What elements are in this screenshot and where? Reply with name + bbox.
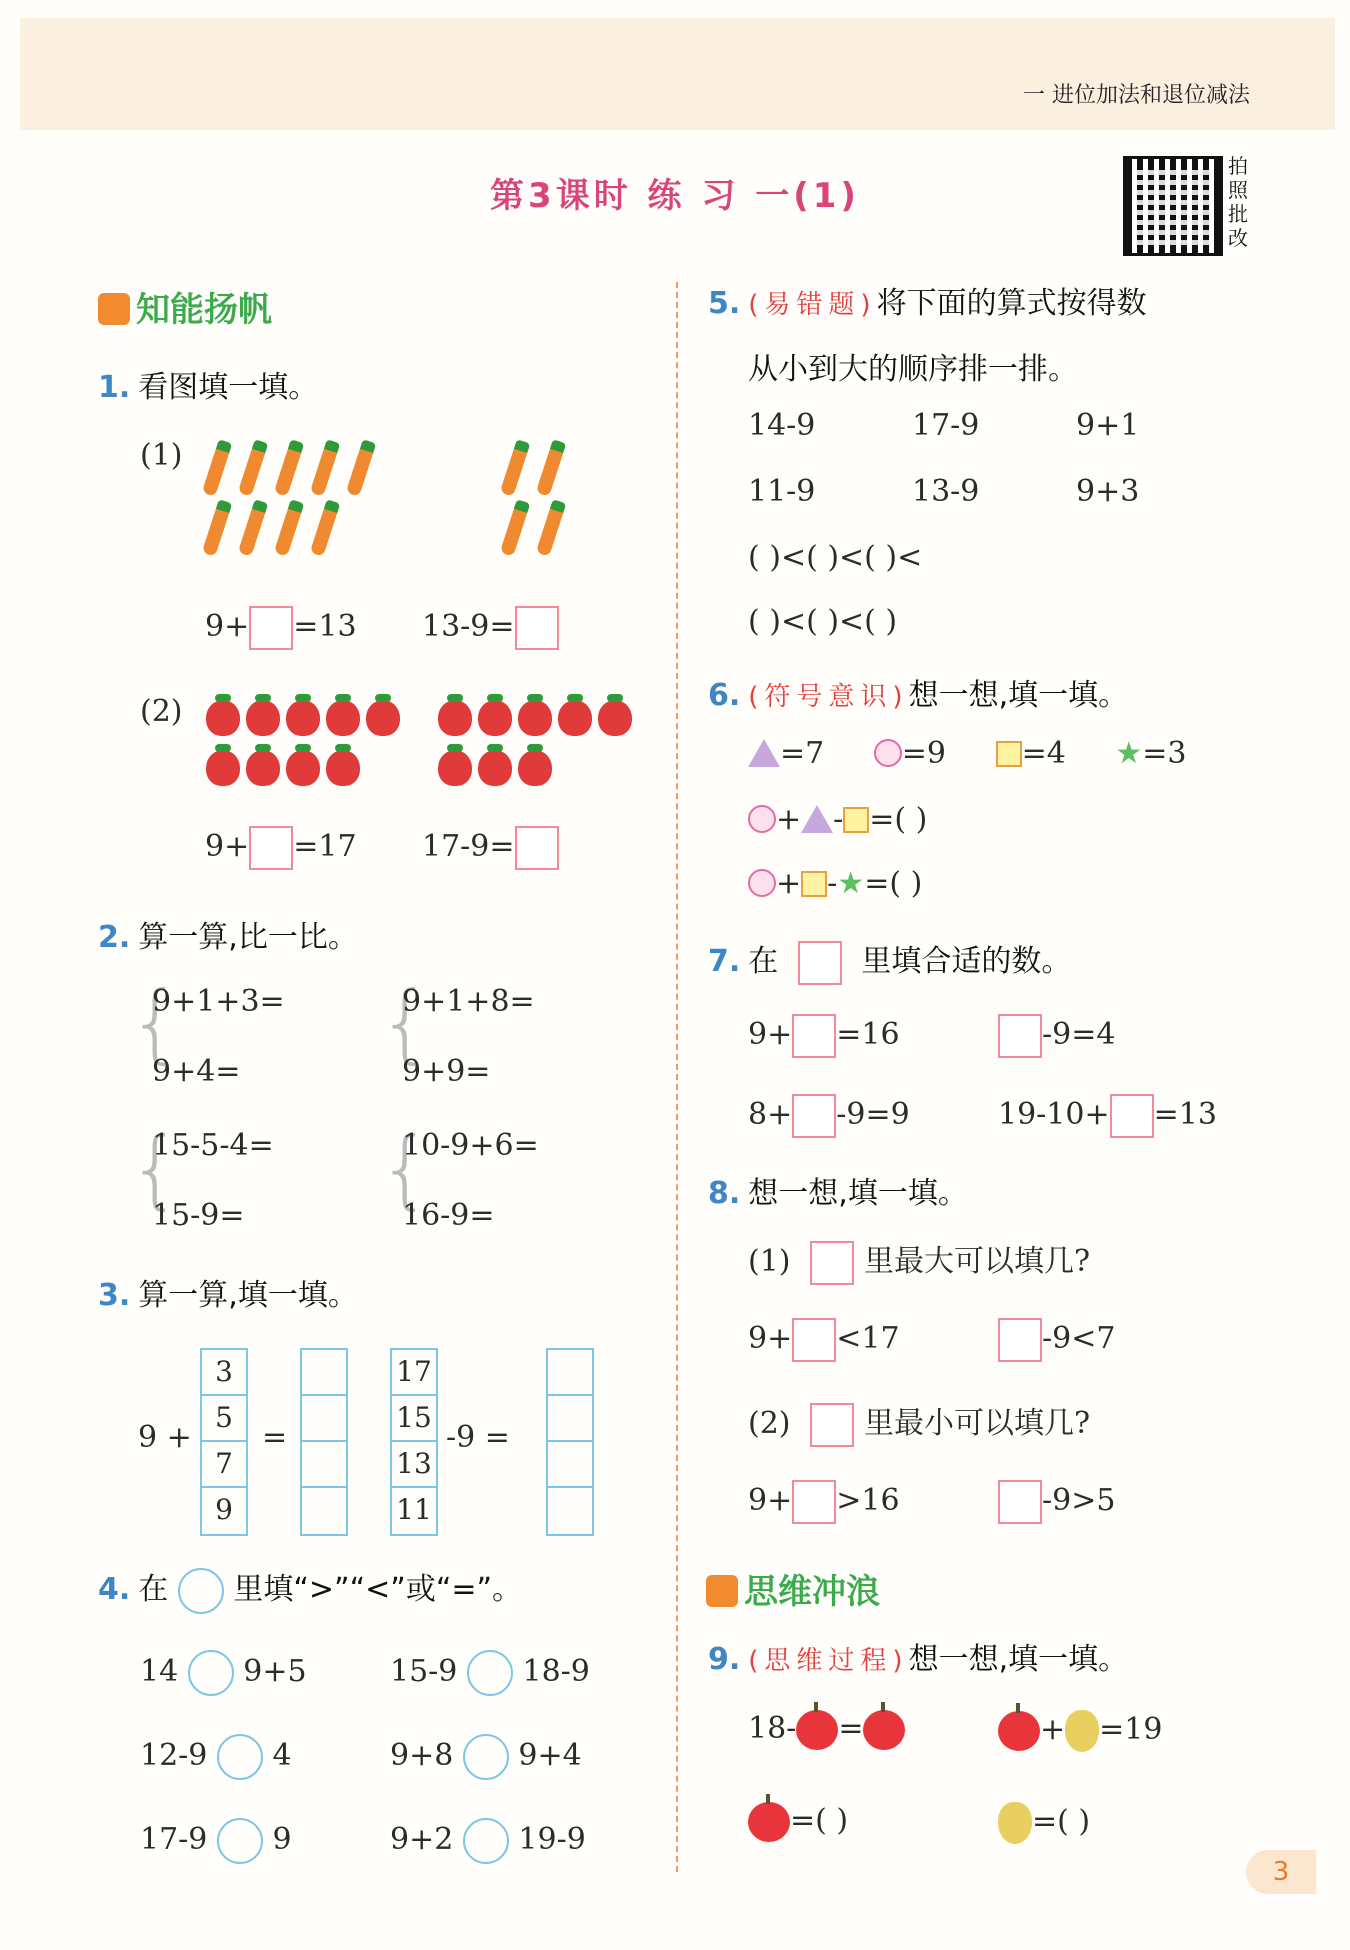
answer-box[interactable]: [249, 606, 293, 650]
compare-circle[interactable]: [217, 1818, 263, 1864]
equals-sign: =: [262, 1420, 288, 1455]
brace-icon: {: [378, 973, 433, 1073]
page-number: 3: [1246, 1850, 1316, 1894]
answer-box[interactable]: [792, 1014, 836, 1058]
question-1: 1. 看图填一填。: [98, 370, 319, 405]
question-8: 8. 想一想,填一填。: [708, 1176, 968, 1211]
number-column-right: 17 15 13 11: [390, 1348, 438, 1536]
answer-box[interactable]: [998, 1480, 1042, 1524]
equation-1a: 9+ =13: [205, 606, 357, 650]
ineq: -9<7: [998, 1318, 1115, 1362]
compare-circle[interactable]: [463, 1734, 509, 1780]
answer-box[interactable]: [249, 826, 293, 870]
symbol-equation-2[interactable]: + -★=( ): [748, 866, 922, 901]
part-label: (1): [140, 438, 183, 473]
symbol-values: =7 =9 =4 ★=3: [748, 736, 1186, 771]
section-heading-1: 知能扬帆: [98, 282, 272, 331]
calc-item[interactable]: 15-5-4=: [152, 1128, 274, 1163]
equation-2b: 17-9=: [422, 826, 559, 870]
part-label: (2): [140, 694, 183, 729]
pear-icon: [998, 1802, 1032, 1844]
section-icon: [98, 293, 130, 325]
calc-item[interactable]: 10-9+6=: [402, 1128, 539, 1163]
apple-icon: [863, 1710, 905, 1750]
circle-icon: [874, 739, 902, 767]
question-5: 5. (易错题)将下面的算式按得数: [708, 286, 1147, 321]
operator-label: 9 +: [138, 1420, 192, 1455]
answer-column-left[interactable]: [300, 1348, 348, 1536]
brace-icon: {: [378, 1119, 433, 1219]
answer-box[interactable]: [792, 1480, 836, 1524]
expr: 13-9: [912, 474, 980, 509]
fill-equation: 9+ =16: [748, 1014, 900, 1058]
compare-row: 12-9 4: [140, 1734, 292, 1780]
column-divider: [676, 282, 678, 1872]
qr-caption: 拍照批改: [1228, 154, 1248, 250]
fill-equation: 8+ -9=9: [748, 1094, 910, 1138]
star-icon: ★: [837, 866, 865, 901]
pear-answer[interactable]: =( ): [998, 1802, 1090, 1844]
question-3: 3. 算一算,填一填。: [98, 1278, 358, 1313]
box-icon: [798, 941, 842, 985]
circle-icon: [178, 1568, 224, 1614]
calc-item[interactable]: 9+9=: [402, 1054, 491, 1089]
expr: 11-9: [748, 474, 816, 509]
answer-box[interactable]: [1110, 1094, 1154, 1138]
circle-icon: [748, 805, 776, 833]
brace-icon: {: [128, 1119, 183, 1219]
fill-equation: 19-10+ =13: [998, 1094, 1217, 1138]
question-5-line2: 从小到大的顺序排一排。: [748, 352, 1078, 387]
compare-circle[interactable]: [463, 1818, 509, 1864]
ineq: -9>5: [998, 1480, 1115, 1524]
equation-1b: 13-9=: [422, 606, 559, 650]
ineq: 9+ <17: [748, 1318, 900, 1362]
carrots-group-right: [508, 440, 598, 560]
circle-icon: [748, 869, 776, 897]
question-2: 2. 算一算,比一比。: [98, 920, 358, 955]
square-icon: [996, 741, 1022, 767]
calc-item[interactable]: 9+1+3=: [152, 984, 285, 1019]
ineq: 9+ >16: [748, 1480, 900, 1524]
section-heading-2: 思维冲浪: [706, 1564, 880, 1613]
brace-icon: {: [128, 973, 183, 1073]
compare-circle[interactable]: [217, 1734, 263, 1780]
box-icon: [810, 1241, 854, 1285]
compare-circle[interactable]: [467, 1650, 513, 1696]
fruit-equation-1: 18- =: [748, 1710, 905, 1750]
question-7: 7. 在 里填合适的数。: [708, 936, 1071, 985]
triangle-icon: [748, 739, 780, 767]
header-band: [20, 18, 1335, 130]
apple-icon: [998, 1711, 1040, 1751]
square-icon: [843, 807, 869, 833]
fruit-equation-2: + =19: [998, 1710, 1162, 1752]
fill-equation: -9=4: [998, 1014, 1115, 1058]
expr: 17-9: [912, 408, 980, 443]
question-4: 4. 在 里填“>”“<”或“=”。: [98, 1564, 522, 1614]
equation-2a: 9+ =17: [205, 826, 357, 870]
number-column-left: 3 5 7 9: [200, 1348, 248, 1536]
compare-row: 17-9 9: [140, 1818, 292, 1864]
answer-box[interactable]: [998, 1014, 1042, 1058]
symbol-equation-1[interactable]: + - =( ): [748, 802, 927, 837]
apple-answer[interactable]: =( ): [748, 1802, 848, 1842]
operator-label: -9 =: [446, 1420, 510, 1455]
question-9: 9. (思维过程)想一想,填一填。: [708, 1642, 1129, 1677]
apple-icon: [748, 1802, 790, 1842]
pear-icon: [1065, 1710, 1099, 1752]
strawberries-group-right: [438, 700, 638, 790]
answer-column-right[interactable]: [546, 1348, 594, 1536]
apple-icon: [796, 1710, 838, 1750]
compare-row: 15-9 18-9: [390, 1650, 590, 1696]
part-2: (2) 里最小可以填几?: [748, 1398, 1090, 1447]
carrots-group-left: [210, 440, 440, 560]
triangle-icon: [801, 805, 833, 833]
compare-row: 9+2 19-9: [390, 1818, 586, 1864]
part-1: (1) 里最大可以填几?: [748, 1236, 1090, 1285]
star-icon: ★: [1115, 736, 1143, 771]
strawberries-group-left: [206, 700, 406, 790]
box-icon: [810, 1403, 854, 1447]
calc-item[interactable]: 15-9=: [152, 1198, 245, 1233]
order-line[interactable]: ( )<( )<( ): [748, 604, 898, 639]
answer-box[interactable]: [792, 1318, 836, 1362]
chapter-label: 一 进位加法和退位减法: [1023, 83, 1250, 108]
section-icon: [706, 1575, 738, 1607]
expr: 9+3: [1076, 474, 1140, 509]
calc-item[interactable]: 16-9=: [402, 1198, 495, 1233]
calc-item[interactable]: 9+1+8=: [402, 984, 535, 1019]
answer-box[interactable]: [515, 606, 559, 650]
expr: 9+1: [1076, 408, 1140, 443]
calc-item[interactable]: 9+4=: [152, 1054, 241, 1089]
lesson-title: 第3课时 练 习 一(1): [490, 176, 860, 216]
square-icon: [801, 871, 827, 897]
compare-row: 9+8 9+4: [390, 1734, 582, 1780]
question-6: 6. (符号意识)想一想,填一填。: [708, 678, 1129, 713]
answer-box[interactable]: [792, 1094, 836, 1138]
compare-circle[interactable]: [188, 1650, 234, 1696]
order-line[interactable]: ( )<( )<( )<: [748, 540, 923, 575]
expr: 14-9: [748, 408, 816, 443]
answer-box[interactable]: [515, 826, 559, 870]
qr-code-icon[interactable]: [1123, 156, 1223, 256]
compare-row: 14 9+5: [140, 1650, 307, 1696]
answer-box[interactable]: [998, 1318, 1042, 1362]
